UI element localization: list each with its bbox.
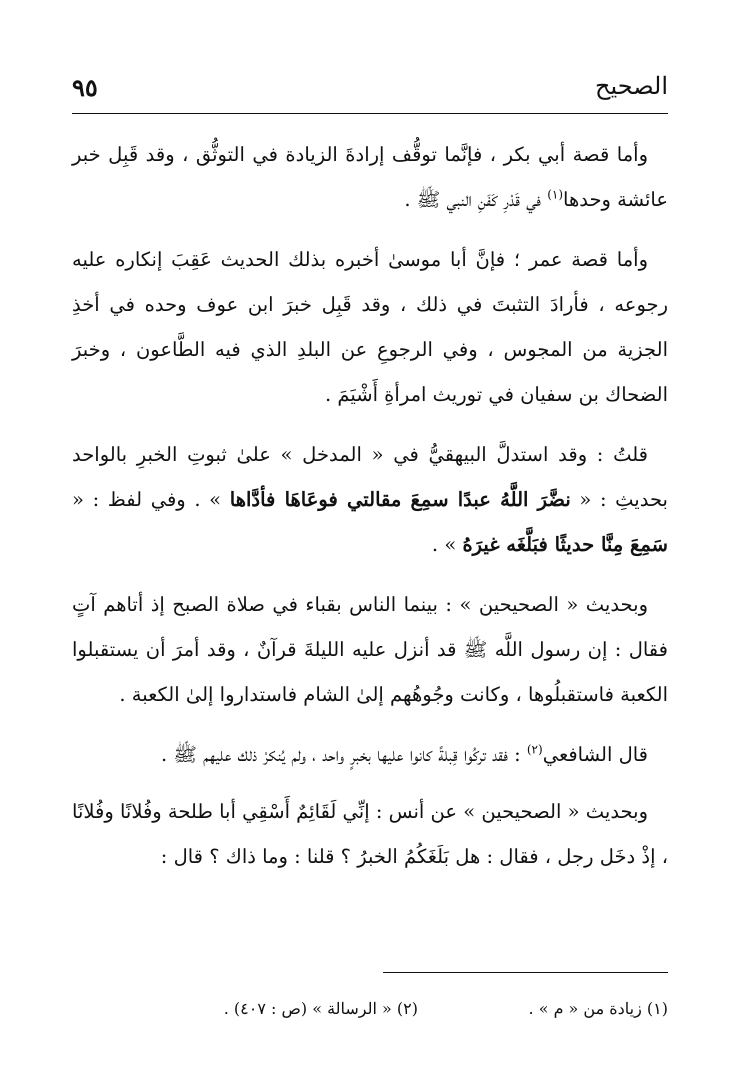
paragraph-text: : فقد تركُوا قِبلةً كانوا عليها بخبرٍ واحد ، ولم يُنكرْ ذلك عليهم ﷺ .	[160, 743, 527, 766]
header-divider	[72, 113, 668, 114]
footnote-ref-1: (١)	[547, 187, 564, 202]
page-body	[72, 132, 668, 894]
paragraph-text: في قَدْرِ كَفَنِ النبي ﷺ .	[404, 188, 548, 211]
paragraph-text: قلتُ : وقد استدلَّ البيهقيُّ في « المدخل » علىٰ ثبوتِ الخبرِ بالواحد بحديثِ : «	[72, 443, 668, 511]
paragraph-text: » .	[431, 533, 463, 556]
paragraph-text: وأما قصة أبي بكر ، فإنَّما توقُّف إرادةَ الزيادة في التوثُّق ، وقد قَبِل خبر عائشة وحدها	[72, 143, 668, 211]
hadith-quote: نضَّرَ اللَّهُ عبدًا سمِعَ مقالتي فوعَاهَا فأدَّاها	[229, 488, 571, 511]
paragraph-text: » . وفي لفظ : «	[72, 488, 230, 511]
paragraph-bayhaqi	[72, 432, 668, 567]
paragraph-umar: وأما قصة عمر ؛ فإنَّ أبا موسىٰ أخبره بذلك الحديث عَقِبَ إنكاره عليه رجوعه ، فأرادَ التثبتَ في ذلك ، وقد قَبِل خبرَ ابن عوف وحده في أخذِ الجزية من المجوس ، وفي الرجوعِ عن البلدِ الذي فيه الطَّاعون ، وخبرَ الضحاك بن سفيان في توريث امرأةِ أَشْيَمَ .	[72, 248, 668, 406]
paragraph-abu-bakr	[72, 132, 668, 222]
hadith-quote: سَمِعَ مِنَّا حديثًا فبَلَّغَه غيرَهُ	[462, 533, 668, 556]
paragraph-quba: وبحديث « الصحيحين » : بينما الناس بقباء في صلاة الصبح إذ أتاهم آتٍ فقال : إن رسول اللَّه ﷺ قد أنزل عليه الليلةَ قرآنٌ ، وقد أمرَ أن يستقبلوا الكعبة فاستقبلُوها ، وكانت وجُوهُهم إلىٰ الشام فاستداروا إلىٰ الكعبة .	[72, 593, 668, 706]
page-header	[72, 70, 668, 112]
footnote-ref-2: (٢)	[526, 742, 543, 757]
paragraph-text: قال الشافعي	[542, 743, 648, 766]
footnotes	[72, 996, 668, 1024]
paragraph-shafii	[72, 732, 668, 777]
page-number: ٩٥	[72, 73, 98, 102]
footnote-2: (٢) « الرسالة » (ص : ٤٠٧) .	[223, 999, 418, 1018]
footnote-1: (١) زيادة من « م » .	[528, 999, 668, 1018]
footnote-divider	[383, 972, 668, 973]
paragraph-anas: وبحديث « الصحيحين » عن أنس : إنِّي لَقَائِمٌ أَسْقِي أبا طلحة وفُلانًا وفُلانًا ، إذْ دخَل رجل ، فقال : هل بَلَغَكُمُ الخبرُ ؟ قلنا : وما ذاك ؟ قال :	[72, 800, 668, 868]
running-title: الصحيح	[594, 72, 668, 100]
